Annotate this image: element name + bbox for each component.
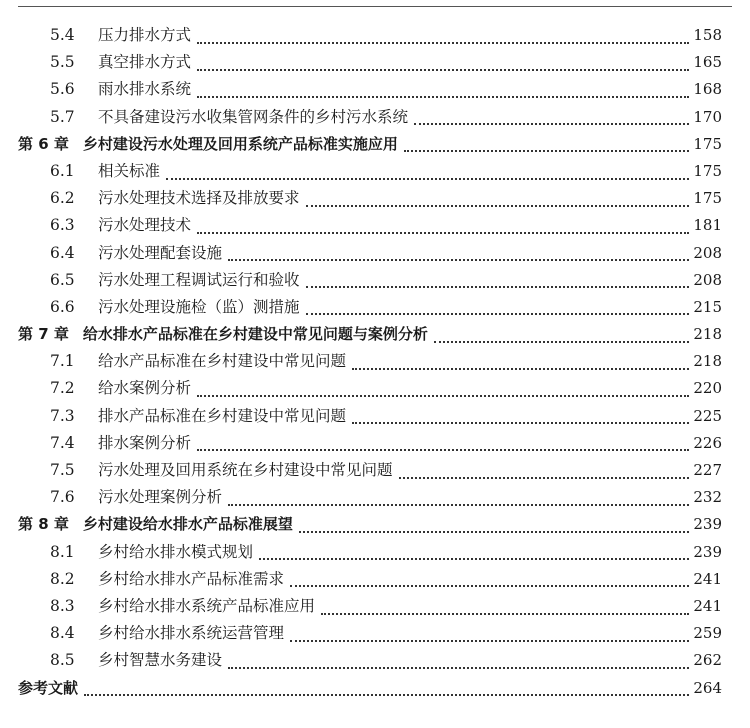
- page-number: 175: [693, 161, 722, 180]
- dot-leader: [166, 168, 689, 180]
- page-number: 181: [693, 216, 722, 235]
- toc-section-row[interactable]: [18, 430, 722, 457]
- section-number: 6.6: [50, 297, 75, 316]
- section-number: 7.5: [50, 461, 75, 479]
- section-number: 5.5: [50, 53, 75, 72]
- page-number: 226: [693, 433, 722, 452]
- page-number: 264: [693, 678, 722, 697]
- page-number: 218: [693, 325, 722, 344]
- toc-section-row[interactable]: [18, 593, 722, 620]
- section-number: 5.4: [50, 26, 75, 44]
- section-number: 7.1: [50, 352, 75, 371]
- dot-leader: [228, 494, 689, 506]
- section-number: 7.6: [50, 488, 75, 507]
- dot-leader: [306, 195, 690, 207]
- page-number: 170: [693, 107, 722, 126]
- page-number: 218: [693, 352, 722, 371]
- section-title: 真空排水方式: [98, 53, 192, 72]
- chapter-number: 第 6 章: [18, 134, 69, 153]
- page-number: 168: [693, 80, 722, 99]
- page-number: 227: [693, 461, 722, 479]
- section-number: 5.7: [50, 107, 75, 126]
- dot-leader: [290, 575, 689, 587]
- section-number: 6.3: [50, 216, 75, 235]
- page-number: 239: [693, 542, 722, 561]
- page-number: 262: [693, 651, 722, 670]
- table-of-contents: [18, 22, 722, 702]
- section-title: 不具备建设污水收集管网条件的乡村污水系统: [98, 107, 409, 126]
- dot-leader: [352, 412, 689, 424]
- section-title: 污水处理设施检（监）测措施: [98, 297, 300, 316]
- dot-leader: [228, 249, 689, 261]
- dot-leader: [228, 657, 689, 669]
- page-number: 175: [693, 189, 722, 208]
- toc-section-row[interactable]: [18, 267, 722, 294]
- chapter-number: 第 7 章: [18, 325, 69, 344]
- toc-section-row[interactable]: [18, 375, 722, 402]
- chapter-title: 乡村建设污水处理及回用系统产品标准实施应用: [82, 134, 398, 153]
- section-title: 给水案例分析: [98, 379, 192, 398]
- toc-chapter-row[interactable]: [18, 131, 722, 158]
- page-number: 215: [693, 297, 722, 316]
- page-number: 232: [693, 488, 722, 507]
- section-number: 8.4: [50, 624, 75, 643]
- dot-leader: [404, 140, 689, 152]
- dot-leader: [197, 86, 689, 98]
- page-number: 175: [693, 134, 722, 153]
- toc-section-row[interactable]: [18, 566, 722, 593]
- dot-leader: [399, 467, 690, 479]
- dot-leader: [352, 358, 689, 370]
- toc-section-row[interactable]: [18, 539, 722, 566]
- toc-section-row[interactable]: [18, 212, 722, 239]
- chapter-title: 乡村建设给水排水产品标准展望: [82, 515, 293, 534]
- page-number: 220: [693, 379, 722, 398]
- section-number: 8.3: [50, 596, 75, 615]
- section-title: 污水处理配套设施: [98, 243, 223, 262]
- section-number: 8.2: [50, 569, 75, 588]
- section-title: 乡村给水排水系统运营管理: [98, 624, 285, 643]
- toc-chapter-row[interactable]: [18, 511, 722, 538]
- section-number: 8.1: [50, 542, 75, 561]
- toc-section-row[interactable]: [18, 22, 722, 49]
- section-title: 污水处理技术: [98, 216, 192, 235]
- dot-leader: [197, 385, 689, 397]
- section-title: 污水处理案例分析: [98, 488, 223, 507]
- section-number: 6.1: [50, 161, 75, 180]
- page-number: 241: [693, 569, 722, 588]
- section-title: 雨水排水系统: [98, 80, 192, 99]
- dot-leader: [197, 59, 689, 71]
- section-title: 乡村给水排水系统产品标准应用: [98, 596, 316, 615]
- section-title: 压力排水方式: [98, 26, 192, 44]
- section-number: 5.6: [50, 80, 75, 99]
- chapter-title: 给水排水产品标准在乡村建设中常见问题与案例分析: [82, 325, 428, 344]
- dot-leader: [306, 303, 690, 315]
- section-number: 7.2: [50, 379, 75, 398]
- section-title: 乡村给水排水产品标准需求: [98, 569, 285, 588]
- dot-leader: [321, 603, 689, 615]
- section-number: 6.5: [50, 270, 75, 289]
- section-title: 给水产品标准在乡村建设中常见问题: [98, 352, 347, 371]
- top-rule: [18, 6, 732, 7]
- dot-leader: [197, 439, 689, 451]
- dot-leader: [306, 276, 690, 288]
- page-number: 259: [693, 624, 722, 643]
- toc-section-row[interactable]: [18, 620, 722, 647]
- toc-section-row[interactable]: [18, 158, 722, 185]
- section-number: 7.4: [50, 433, 75, 452]
- toc-section-row[interactable]: [18, 104, 722, 131]
- section-number: 8.5: [50, 651, 75, 670]
- toc-section-row[interactable]: [18, 240, 722, 267]
- toc-section-row[interactable]: [18, 484, 722, 511]
- dot-leader: [259, 548, 689, 560]
- dot-leader: [290, 630, 689, 642]
- dot-leader: [84, 684, 689, 696]
- toc-section-row[interactable]: [18, 647, 722, 674]
- dot-leader: [299, 521, 689, 533]
- section-title: 乡村给水排水模式规划: [98, 542, 254, 561]
- dot-leader: [414, 113, 689, 125]
- section-number: 7.3: [50, 406, 75, 425]
- page-number: 158: [693, 26, 722, 44]
- toc-chapter-row[interactable]: [18, 675, 722, 702]
- toc-section-row[interactable]: [18, 294, 722, 321]
- toc-section-row[interactable]: [18, 403, 722, 430]
- section-title: 排水案例分析: [98, 433, 192, 452]
- toc-section-row[interactable]: [18, 49, 722, 76]
- page-number: 208: [693, 243, 722, 262]
- toc-section-row[interactable]: [18, 457, 722, 484]
- toc-section-row[interactable]: [18, 76, 722, 103]
- section-title: 乡村智慧水务建设: [98, 651, 223, 670]
- dot-leader: [197, 32, 689, 44]
- page-number: 241: [693, 596, 722, 615]
- page-number: 225: [693, 406, 722, 425]
- toc-chapter-row[interactable]: [18, 321, 722, 348]
- section-title: 排水产品标准在乡村建设中常见问题: [98, 406, 347, 425]
- page-number: 239: [693, 515, 722, 534]
- section-number: 6.2: [50, 189, 75, 208]
- section-title: 相关标准: [98, 161, 161, 180]
- toc-section-row[interactable]: [18, 185, 722, 212]
- dot-leader: [197, 222, 689, 234]
- section-title: 污水处理及回用系统在乡村建设中常见问题: [98, 461, 393, 479]
- dot-leader: [434, 331, 689, 343]
- page-number: 208: [693, 270, 722, 289]
- section-title: 污水处理技术选择及排放要求: [98, 189, 300, 208]
- section-number: 6.4: [50, 243, 75, 262]
- chapter-title: 参考文献: [18, 678, 79, 697]
- toc-section-row[interactable]: [18, 348, 722, 375]
- section-title: 污水处理工程调试运行和验收: [98, 270, 300, 289]
- page-number: 165: [693, 53, 722, 72]
- chapter-number: 第 8 章: [18, 515, 69, 534]
